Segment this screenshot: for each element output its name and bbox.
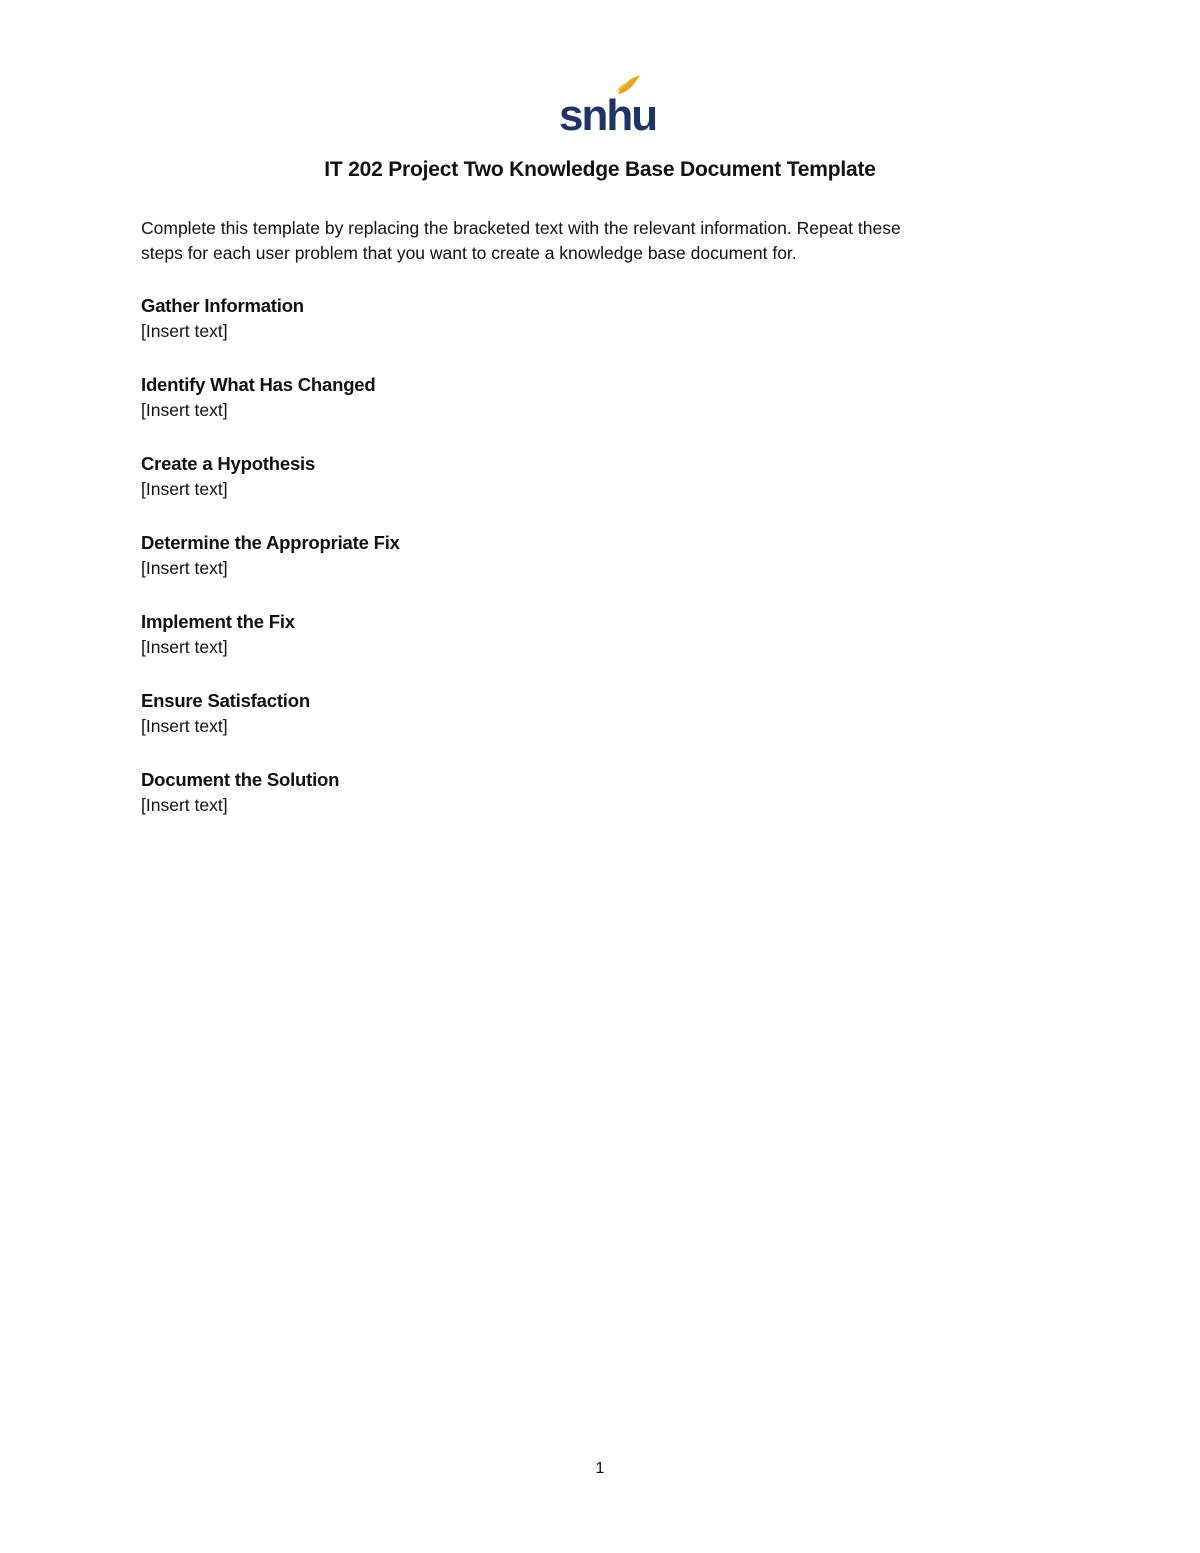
intro-paragraph [141,216,1041,266]
intro-line-1: Complete this template by replacing the bracketed text with the relevant information. Repeat these [141,218,901,238]
section-heading: Implement the Fix [141,611,295,632]
section-implement-the-fix [141,609,1041,688]
section-placeholder: [Insert text] [141,321,228,341]
section-identify-what-has-changed [141,372,1041,451]
snhu-logo [556,72,657,140]
section-heading: Ensure Satisfaction [141,690,310,711]
document-title: IT 202 Project Two Knowledge Base Document Template [324,158,876,181]
section-ensure-satisfaction [141,688,1041,767]
section-create-a-hypothesis [141,451,1041,530]
section-placeholder: [Insert text] [141,716,228,736]
section-determine-the-appropriate-fix [141,530,1041,609]
section-heading: Document the Solution [141,769,340,790]
section-placeholder: [Insert text] [141,795,228,815]
section-placeholder: [Insert text] [141,400,228,420]
section-heading: Gather Information [141,295,304,316]
snhu-logo-graphic [556,72,657,140]
template-sections [141,293,1041,846]
section-heading: Identify What Has Changed [141,374,376,395]
section-gather-information [141,293,1041,372]
section-placeholder: [Insert text] [141,637,228,657]
section-heading: Create a Hypothesis [141,453,316,474]
section-heading: Determine the Appropriate Fix [141,532,400,553]
section-placeholder: [Insert text] [141,479,228,499]
page-number: 1 [595,1460,605,1477]
section-placeholder: [Insert text] [141,558,228,578]
section-document-the-solution [141,767,1041,846]
intro-line-2: steps for each user problem that you want to create a knowledge base document for. [141,243,797,263]
logo-wordmark: snhu [559,91,657,140]
